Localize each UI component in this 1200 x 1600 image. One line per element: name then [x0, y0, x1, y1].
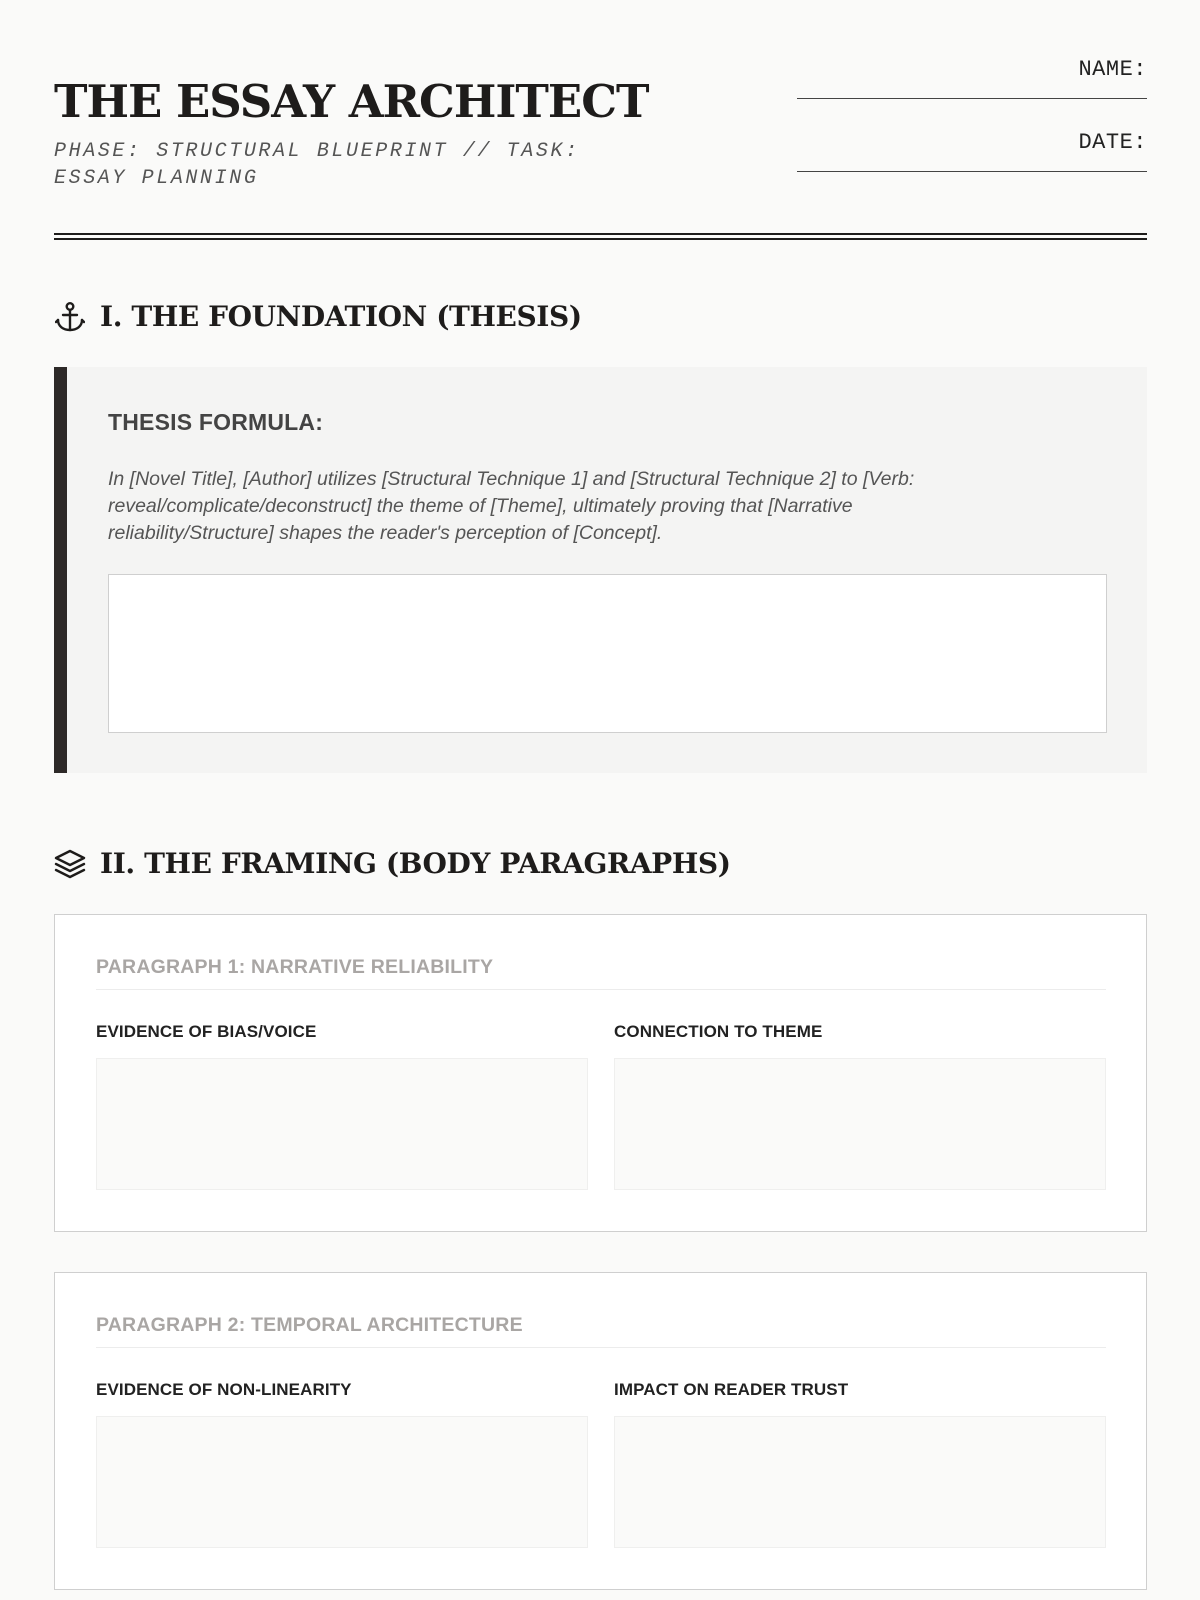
impact-reader-trust-box[interactable] — [614, 1416, 1106, 1548]
name-label: NAME: — [1078, 57, 1147, 82]
field-label-evidence: EVIDENCE OF NON-LINEARITY — [96, 1380, 352, 1399]
date-field — [797, 131, 1147, 172]
section-foundation-heading — [54, 300, 582, 334]
name-field — [797, 58, 1147, 99]
name-input-line[interactable] — [797, 98, 1147, 99]
field-label-impact: IMPACT ON READER TRUST — [614, 1380, 849, 1399]
evidence-bias-voice-box[interactable] — [96, 1058, 588, 1190]
thesis-panel — [54, 367, 1147, 773]
page-subtitle: PHASE: STRUCTURAL BLUEPRINT // TASK: ESSAY PLANNING — [54, 140, 580, 190]
section-foundation-title: I. THE FOUNDATION (THESIS) — [100, 300, 582, 333]
section-framing-title: II. THE FRAMING (BODY PARAGRAPHS) — [100, 847, 731, 880]
thesis-input-box[interactable] — [108, 574, 1107, 733]
paragraph-card-2 — [54, 1272, 1147, 1590]
connection-to-theme-box[interactable] — [614, 1058, 1106, 1190]
paragraph-title: PARAGRAPH 2: TEMPORAL ARCHITECTURE — [96, 1314, 1106, 1348]
paragraph-title: PARAGRAPH 1: NARRATIVE RELIABILITY — [96, 956, 1106, 990]
thesis-formula-label: THESIS FORMULA: — [108, 409, 324, 435]
field-label-connection: CONNECTION TO THEME — [614, 1022, 823, 1041]
paragraph-card-1 — [54, 914, 1147, 1232]
date-label: DATE: — [1078, 130, 1147, 155]
section-framing-heading — [54, 847, 731, 881]
page-title: THE ESSAY ARCHITECT — [54, 75, 649, 128]
header-divider — [54, 233, 1147, 240]
evidence-non-linearity-box[interactable] — [96, 1416, 588, 1548]
layers-icon — [54, 848, 86, 880]
anchor-icon — [54, 301, 86, 333]
field-label-evidence: EVIDENCE OF BIAS/VOICE — [96, 1022, 317, 1041]
date-input-line[interactable] — [797, 171, 1147, 172]
thesis-formula-text: In [Novel Title], [Author] utilizes [Structural Technique 1] and [Structural Technique 2] to [Verb: reveal/complicate/deconstruct] the theme of [Theme], ultimately proving that [Narrative reliability/Structure] shapes the reader's perception of [Concept]. — [108, 468, 915, 544]
worksheet-header — [54, 48, 1147, 240]
